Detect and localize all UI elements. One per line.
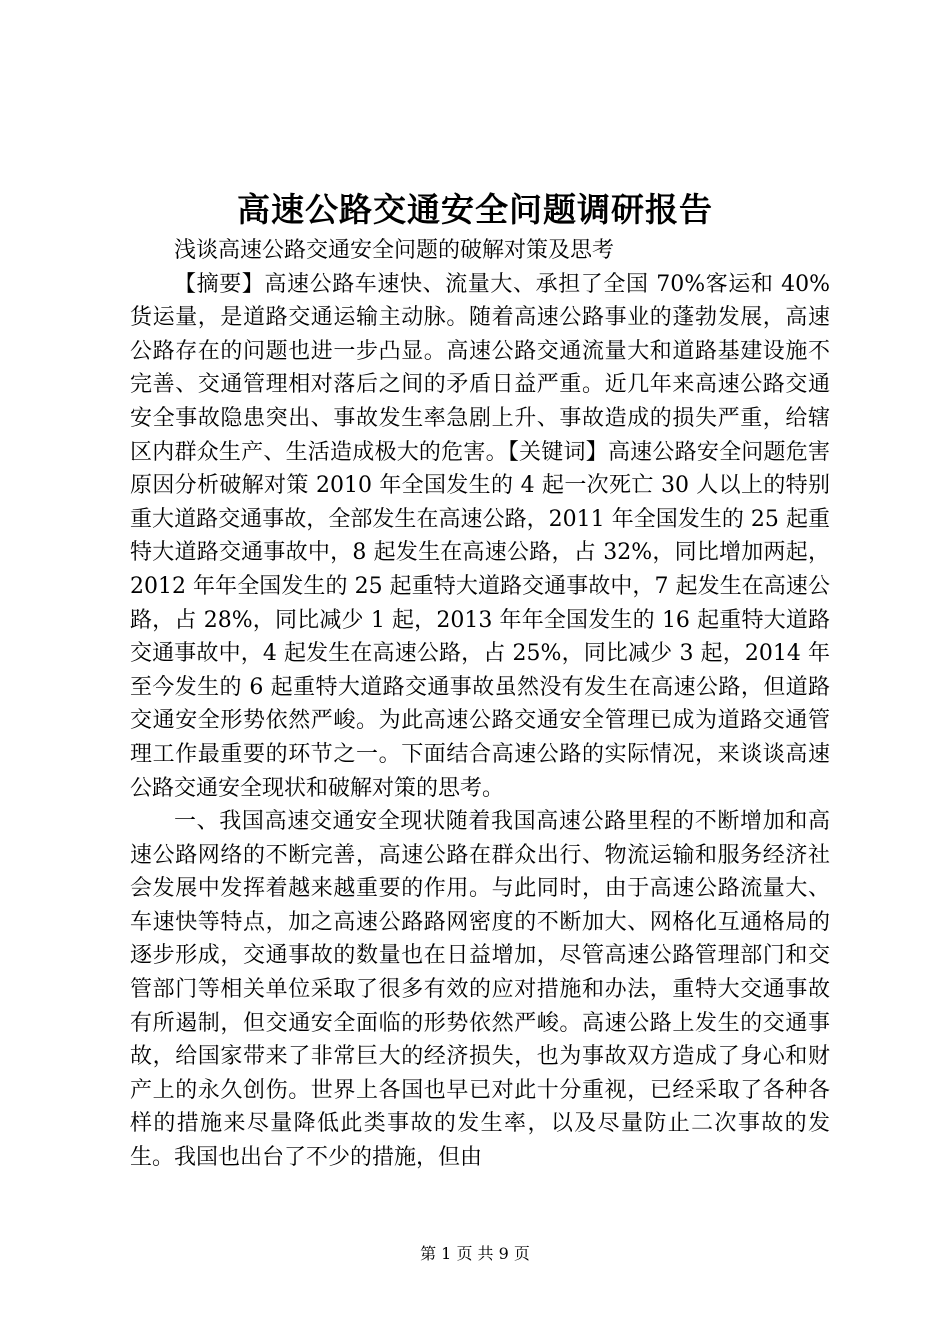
- document-subtitle: 浅谈高速公路交通安全问题的破解对策及思考: [174, 238, 615, 263]
- page-footer: 第 1 页 共 9 页: [420, 1244, 530, 1263]
- body-paragraph: 【摘要】高速公路车速快、流量大、承担了全国 70%客运和 40%货运量，是道路交通运输主动脉。随着高速公路事业的蓬勃发展，高速公路存在的问题也进一步凸显。高速公路交通流量大和道路基建设施不完善、交通管理相对落后之间的矛盾日益严重。近几年来高速公路交通安全事故隐患突出、事故发生率急剧上升、事故造成的损失严重，给辖区内群众生产、生活造成极大的危害。【关键词】高速公路安全问题危害原因分析破解对策 2010 年全国发生的 4 起一次死亡 30 人以上的特别重大道路交通事故，全部发生在高速公路，2011 年全国发生的 25 起重特大道路交通事故中，8 起发生在高速公路，占 32%，同比增加两起，2012 年年全国发生的 25 起重特大道路交通事故中，7 起发生在高速公路，占 28%，同比减少 1 起，2013 年年全国发生的 16 起重特大道路交通事故中，4 起发生在高速公路，占 25%，同比减少 3 起，2014 年至今发生的 6 起重特大道路交通事故虽然没有发生在高速公路，但道路交通安全形势依然严峻。为此高速公路交通安全管理已成为道路交通管理工作最重要的环节之一。下面结合高速公路的实际情况，来谈谈高速公路交通安全现状和破解对策的思考。: [130, 271, 830, 801]
- document-body: [130, 234, 830, 1175]
- document-title: 高速公路交通安全问题调研报告: [237, 190, 713, 229]
- body-paragraph: 一、我国高速交通安全现状随着我国高速公路里程的不断增加和高速公路网络的不断完善，高速公路在群众出行、物流运输和服务经济社会发展中发挥着越来越重要的作用。与此同时，由于高速公路流量大、车速快等特点，加之高速公路路网密度的不断加大、网格化互通格局的逐步形成，交通事故的数量也在日益增加，尽管高速公路管理部门和交管部门等相关单位采取了很多有效的应对措施和办法，重特大交通事故有所遏制，但交通安全面临的形势依然严峻。高速公路上发生的交通事故，给国家带来了非常巨大的经济损失，也为事故双方造成了身心和财产上的永久创伤。世界上各国也早已对此十分重视，已经采取了各种各样的措施来尽量降低此类事故的发生率，以及尽量防止二次事故的发生。我国也出台了不少的措施，但由: [130, 809, 830, 1171]
